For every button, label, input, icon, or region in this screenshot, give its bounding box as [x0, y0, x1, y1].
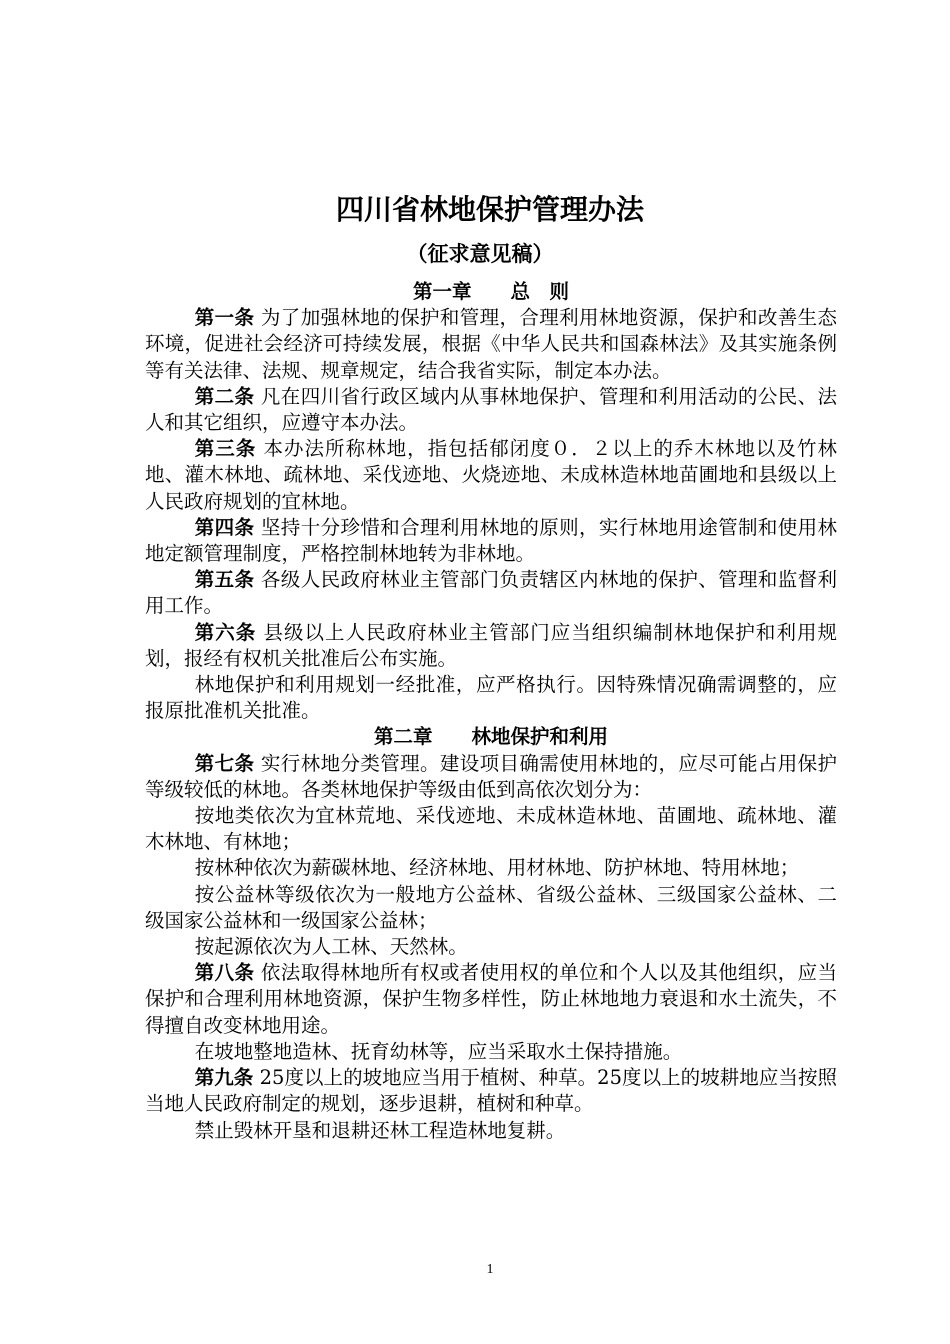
paragraph-text: 按林种依次为薪碳林地、经济林地、用材林地、防护林地、特用林地； [194, 856, 800, 880]
article-number: 第一条 [194, 306, 255, 330]
article-text: 凡在四川省行政区域内从事林地保护、管理和利用活动的公民、法人和其它组织，应遵守本办法。 [145, 384, 837, 435]
article-text: 坚持十分珍惜和合理利用林地的原则，实行林地用途管制和使用林地定额管理制度，严格控制林地转为非林地。 [145, 515, 837, 566]
article-number: 第四条 [194, 515, 255, 539]
article-text: 实行林地分类管理。建设项目确需使用林地的，应尽可能占用保护等级较低的林地。各类林地保护等级由低到高依次划分为： [145, 751, 837, 801]
article-number: 第八条 [194, 961, 255, 985]
article-paragraph [145, 384, 837, 436]
body-paragraph [145, 1039, 837, 1065]
chapter-label: 第一章 [412, 280, 472, 303]
page-number: 1 [486, 1262, 494, 1277]
body-paragraph [145, 934, 837, 960]
document-body [145, 279, 837, 1144]
chapter-name: 总 则 [510, 280, 570, 303]
paragraph-text: 按起源依次为人工林、天然林。 [194, 935, 468, 959]
article-text: 依法取得林地所有权或者使用权的单位和个人以及其他组织，应当保护和合理利用林地资源，保护生物多样性，防止林地地力衰退和水土流失，不得擅自改变林地用途。 [145, 961, 837, 1037]
document-subtitle: （征求意见稿） [406, 242, 554, 266]
article-number: 第三条 [194, 437, 257, 461]
body-paragraph [145, 672, 837, 724]
article-paragraph [145, 436, 837, 515]
article-paragraph [145, 305, 837, 384]
chapter-heading [145, 724, 837, 750]
article-paragraph [145, 567, 837, 619]
paragraph-text: 在坡地整地造林、抚育幼林等，应当采取水土保持措施。 [194, 1039, 683, 1063]
article-paragraph [145, 515, 837, 567]
body-paragraph [145, 855, 837, 881]
paragraph-text: 按公益林等级依次为一般地方公益林、省级公益林、三级国家公益林、二级国家公益林和一级国家公益林； [145, 882, 837, 932]
paragraph-text: 禁止毁林开垦和退耕还林工程造林地复耕。 [194, 1118, 566, 1142]
article-number: 第七条 [194, 751, 255, 775]
article-paragraph [145, 1065, 837, 1117]
chapter-name: 林地保护和利用 [471, 725, 609, 749]
chapter-heading [145, 279, 837, 305]
article-text: 各级人民政府林业主管部门负责辖区内林地的保护、管理和监督利用工作。 [145, 568, 837, 618]
article-text: 县级以上人民政府林业主管部门应当组织编制林地保护和利用规划，报经有权机关批准后公布实施。 [145, 620, 837, 670]
document-title: 四川省林地保护管理办法 [335, 193, 644, 226]
article-number: 第五条 [194, 568, 255, 592]
chapter-label: 第二章 [373, 725, 433, 749]
article-text: 25度以上的坡地应当用于植树、种草。25度以上的坡耕地应当按照当地人民政府制定的规划，逐步退耕，植树和种草。 [145, 1066, 837, 1116]
article-paragraph [145, 751, 837, 803]
article-paragraph [145, 960, 837, 1039]
article-text: 本办法所称林地，指包括郁闭度０．２以上的乔木林地以及竹林地、灌木林地、疏林地、采伐迹地、火烧迹地、未成林造林地苗圃地和县级以上人民政府规划的宜林地。 [145, 437, 837, 513]
body-paragraph [145, 882, 837, 934]
article-number: 第二条 [194, 384, 255, 408]
article-text: 为了加强林地的保护和管理，合理利用林地资源，保护和改善生态环境，促进社会经济可持续发展，根据《中华人民共和国森林法》及其实施条例等有关法律、法规、规章规定，结合我省实际，制定本办法。 [145, 306, 837, 382]
body-paragraph [145, 803, 837, 855]
body-paragraph [145, 1118, 837, 1144]
article-number: 第九条 [194, 1066, 254, 1090]
article-paragraph [145, 620, 837, 672]
paragraph-text: 按地类依次为宜林荒地、采伐迹地、未成林造林地、苗圃地、疏林地、灌木林地、有林地； [145, 804, 837, 854]
article-number: 第六条 [194, 620, 257, 644]
paragraph-text: 林地保护和利用规划一经批准，应严格执行。因特殊情况确需调整的，应报原批准机关批准。 [145, 673, 837, 723]
